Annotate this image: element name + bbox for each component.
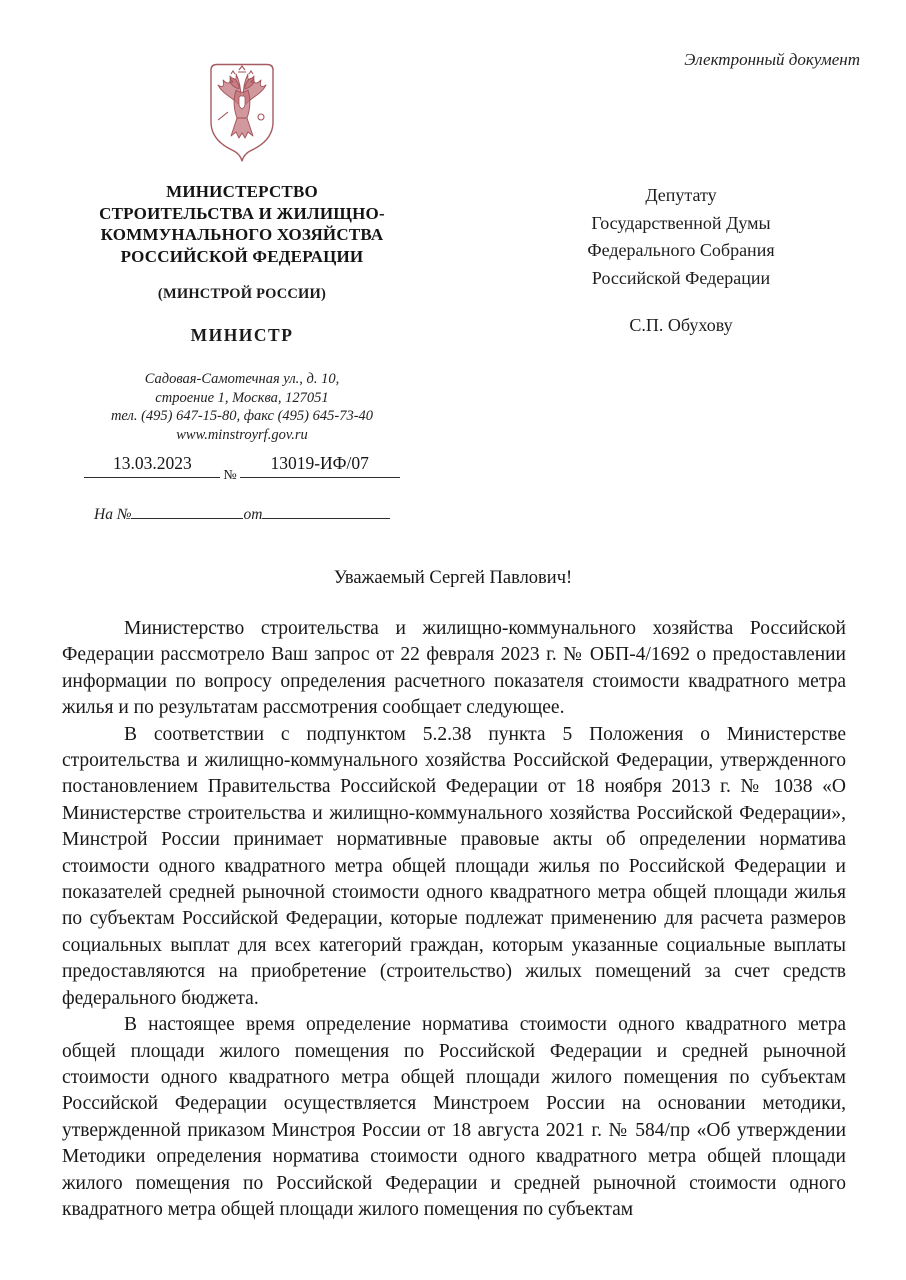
number-sign: № <box>223 468 237 483</box>
ref-number-blank <box>131 503 243 519</box>
russia-coat-of-arms-icon <box>206 60 278 166</box>
paragraph: В настоящее время определение норматива стоимости одного квадратного метра общей площади жилого помещения по Российской Федерации и средней рыночной стоимости одного квадратного метра общей площади жилого помещения по субъектам Российской Федерации осуществляется Минстроем России на основании методики, утвержденной приказом Минстроя России от 18 августа 2021 г. № 584/пр «Об утверждении Методики определения норматива стоимости одного квадратного метра общей площади жилого помещения по Российской Федерации и средней рыночной стоимости одного квадратного метра общей площади жилого помещения по субъектам <box>62 1014 846 1220</box>
ministry-short-name: (МИНСТРОЙ РОССИИ) <box>157 286 327 302</box>
ministry-name-line: КОММУНАЛЬНОГО ХОЗЯЙСТВА <box>100 225 384 244</box>
electronic-document-note: Электронный документ <box>684 50 860 69</box>
ref-date-blank <box>262 503 390 519</box>
date-number-row <box>72 453 412 483</box>
website-text: www.minstroyrf.gov.ru <box>176 426 308 443</box>
letter-date: 13.03.2023 <box>84 453 220 478</box>
recipient-name: С.П. Обухову <box>629 315 733 335</box>
emblem <box>72 60 412 166</box>
ministry-address <box>72 370 412 444</box>
address-line: строение 1, Москва, 127051 <box>155 389 329 406</box>
paragraph: В соответствии с подпунктом 5.2.38 пункта 5 Положения о Министерстве строительства и жилищно-коммунального хозяйства Российской Федерации, утвержденного постановлением Правительства Российской Федерации от 18 ноября 2013 г. № 1038 «О Министерстве строительства и жилищно-коммунального хозяйства Российской Федерации», Минстрой России принимает нормативные правовые акты об определении норматива стоимости одного квадратного метра общей площади жилья по Российской Федерации и показателей средней рыночной стоимости одного квадратного метра общей площади жилья по субъектам Российской Федерации, которые подлежат применению для расчета размеров социальных выплат для всех категорий граждан, которым указанные социальные выплаты предоставляются на приобретение (строительство) жилых помещений за счет средств федерального бюджета. <box>62 723 846 1009</box>
address-line: тел. (495) 647-15-80, факс (495) 645-73-40 <box>110 408 374 424</box>
recipient-line: Государственной Думы <box>591 212 771 233</box>
letter-number: 13019-ИФ/07 <box>240 453 400 478</box>
salutation: Уважаемый Сергей Павлович! <box>333 568 573 588</box>
sender-position: МИНИСТР <box>190 325 294 345</box>
ministry-name <box>72 181 412 267</box>
recipient-line: Федерального Собрания <box>587 240 775 260</box>
paragraph: Министерство строительства и жилищно-коммунального хозяйства Российской Федерации рассмотрело Ваш запрос от 22 февраля 2023 г. № ОБП-4/1692 о предоставлении информации по вопросу определения расчетного показателя стоимости квадратного метра жилья и по результатам рассмотрения сообщает следующее. <box>62 618 846 719</box>
recipient-line: Российской Федерации <box>591 267 771 288</box>
ministry-name-line: СТРОИТЕЛЬСТВА И ЖИЛИЩНО- <box>99 203 385 223</box>
recipient-line: Депутату <box>645 185 717 205</box>
reference-row <box>72 503 412 524</box>
ref-na-label: На № <box>94 506 132 523</box>
letterhead <box>72 60 412 524</box>
recipient-block <box>498 182 864 340</box>
ministry-name-line: МИНИСТЕРСТВО <box>166 182 318 201</box>
address-line: Садовая-Самотечная ул., д. 10, <box>144 371 340 387</box>
ministry-name-line: РОССИЙСКОЙ ФЕДЕРАЦИИ <box>120 246 364 266</box>
letter-body <box>62 616 846 1223</box>
ref-ot-label: от <box>243 506 263 523</box>
